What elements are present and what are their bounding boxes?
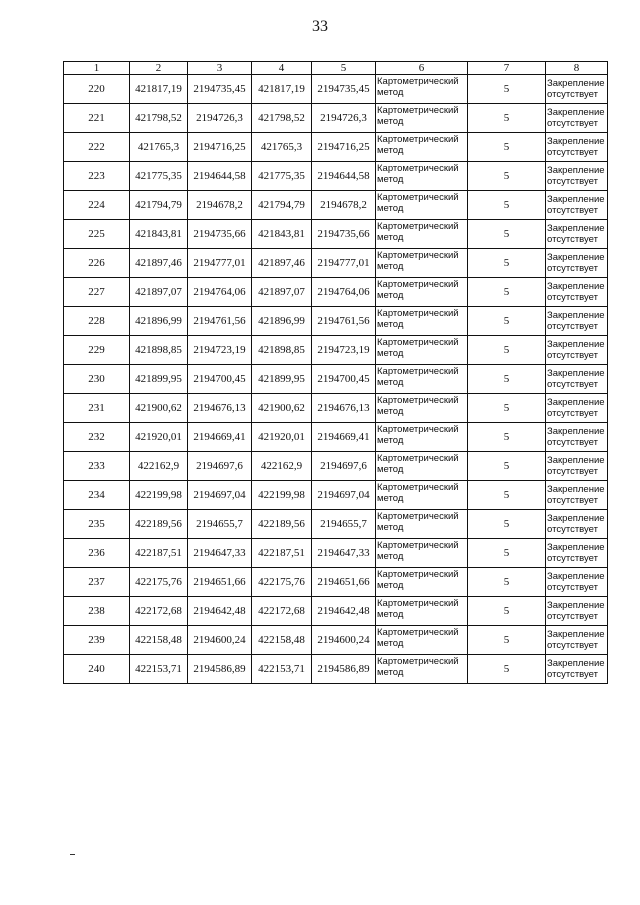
x-coordinate-cell: 421897,07 — [130, 278, 188, 307]
table-row — [64, 75, 608, 104]
accuracy-cell: 5 — [468, 539, 546, 568]
table-row — [64, 568, 608, 597]
y-coordinate-cell: 2194777,01 — [312, 249, 376, 278]
x-coordinate-cell: 421775,35 — [130, 162, 188, 191]
accuracy-cell: 5 — [468, 220, 546, 249]
method-cell: Картометрический метод — [376, 539, 468, 568]
x-coordinate-cell: 422153,71 — [252, 655, 312, 684]
accuracy-cell: 5 — [468, 104, 546, 133]
y-coordinate-cell: 2194669,41 — [188, 423, 252, 452]
x-coordinate-cell: 421817,19 — [252, 75, 312, 104]
x-coordinate-cell: 421798,52 — [252, 104, 312, 133]
fixation-cell: Закрепление отсутствует — [546, 481, 608, 510]
point-number-cell: 239 — [64, 626, 130, 655]
column-header: 7 — [468, 62, 546, 75]
y-coordinate-cell: 2194676,13 — [312, 394, 376, 423]
x-coordinate-cell: 421897,46 — [252, 249, 312, 278]
x-coordinate-cell: 421765,3 — [252, 133, 312, 162]
table-row — [64, 220, 608, 249]
table-row — [64, 278, 608, 307]
accuracy-cell: 5 — [468, 452, 546, 481]
method-cell: Картометрический метод — [376, 655, 468, 684]
accuracy-cell: 5 — [468, 394, 546, 423]
accuracy-cell: 5 — [468, 249, 546, 278]
point-number-cell: 232 — [64, 423, 130, 452]
y-coordinate-cell: 2194761,56 — [312, 307, 376, 336]
x-coordinate-cell: 421794,79 — [252, 191, 312, 220]
y-coordinate-cell: 2194723,19 — [312, 336, 376, 365]
method-cell: Картометрический метод — [376, 307, 468, 336]
x-coordinate-cell: 421900,62 — [130, 394, 188, 423]
point-number-cell: 222 — [64, 133, 130, 162]
y-coordinate-cell: 2194678,2 — [188, 191, 252, 220]
fixation-cell: Закрепление отсутствует — [546, 191, 608, 220]
fixation-cell: Закрепление отсутствует — [546, 655, 608, 684]
column-header: 1 — [64, 62, 130, 75]
x-coordinate-cell: 422162,9 — [252, 452, 312, 481]
accuracy-cell: 5 — [468, 365, 546, 394]
accuracy-cell: 5 — [468, 510, 546, 539]
y-coordinate-cell: 2194647,33 — [312, 539, 376, 568]
y-coordinate-cell: 2194697,04 — [312, 481, 376, 510]
point-number-cell: 228 — [64, 307, 130, 336]
x-coordinate-cell: 421898,85 — [252, 336, 312, 365]
method-cell: Картометрический метод — [376, 249, 468, 278]
x-coordinate-cell: 421920,01 — [252, 423, 312, 452]
point-number-cell: 221 — [64, 104, 130, 133]
y-coordinate-cell: 2194642,48 — [188, 597, 252, 626]
method-cell: Картометрический метод — [376, 452, 468, 481]
y-coordinate-cell: 2194735,66 — [312, 220, 376, 249]
x-coordinate-cell: 422172,68 — [130, 597, 188, 626]
accuracy-cell: 5 — [468, 655, 546, 684]
method-cell: Картометрический метод — [376, 626, 468, 655]
method-cell: Картометрический метод — [376, 510, 468, 539]
y-coordinate-cell: 2194678,2 — [312, 191, 376, 220]
y-coordinate-cell: 2194586,89 — [312, 655, 376, 684]
method-cell: Картометрический метод — [376, 481, 468, 510]
method-cell: Картометрический метод — [376, 191, 468, 220]
x-coordinate-cell: 421798,52 — [130, 104, 188, 133]
x-coordinate-cell: 422158,48 — [252, 626, 312, 655]
fixation-cell: Закрепление отсутствует — [546, 336, 608, 365]
x-coordinate-cell: 421899,95 — [130, 365, 188, 394]
y-coordinate-cell: 2194697,6 — [188, 452, 252, 481]
y-coordinate-cell: 2194761,56 — [188, 307, 252, 336]
accuracy-cell: 5 — [468, 162, 546, 191]
point-number-cell: 225 — [64, 220, 130, 249]
table-header-row — [64, 62, 608, 75]
x-coordinate-cell: 421896,99 — [252, 307, 312, 336]
x-coordinate-cell: 421843,81 — [130, 220, 188, 249]
y-coordinate-cell: 2194716,25 — [312, 133, 376, 162]
table-row — [64, 510, 608, 539]
x-coordinate-cell: 422189,56 — [130, 510, 188, 539]
method-cell: Картометрический метод — [376, 365, 468, 394]
x-coordinate-cell: 421897,46 — [130, 249, 188, 278]
y-coordinate-cell: 2194700,45 — [312, 365, 376, 394]
table-row — [64, 423, 608, 452]
x-coordinate-cell: 421900,62 — [252, 394, 312, 423]
x-coordinate-cell: 422158,48 — [130, 626, 188, 655]
coordinates-table — [63, 61, 608, 684]
accuracy-cell: 5 — [468, 423, 546, 452]
fixation-cell: Закрепление отсутствует — [546, 597, 608, 626]
table-row — [64, 481, 608, 510]
y-coordinate-cell: 2194644,58 — [188, 162, 252, 191]
column-header: 5 — [312, 62, 376, 75]
table-row — [64, 104, 608, 133]
page-number: 33 — [312, 18, 328, 35]
point-number-cell: 231 — [64, 394, 130, 423]
y-coordinate-cell: 2194764,06 — [312, 278, 376, 307]
point-number-cell: 227 — [64, 278, 130, 307]
x-coordinate-cell: 421899,95 — [252, 365, 312, 394]
point-number-cell: 220 — [64, 75, 130, 104]
y-coordinate-cell: 2194669,41 — [312, 423, 376, 452]
x-coordinate-cell: 421920,01 — [130, 423, 188, 452]
fixation-cell: Закрепление отсутствует — [546, 539, 608, 568]
table-row — [64, 597, 608, 626]
accuracy-cell: 5 — [468, 75, 546, 104]
table-row — [64, 365, 608, 394]
x-coordinate-cell: 422175,76 — [130, 568, 188, 597]
point-number-cell: 223 — [64, 162, 130, 191]
y-coordinate-cell: 2194655,7 — [188, 510, 252, 539]
y-coordinate-cell: 2194651,66 — [188, 568, 252, 597]
x-coordinate-cell: 421765,3 — [130, 133, 188, 162]
method-cell: Картометрический метод — [376, 597, 468, 626]
x-coordinate-cell: 422189,56 — [252, 510, 312, 539]
y-coordinate-cell: 2194764,06 — [188, 278, 252, 307]
fixation-cell: Закрепление отсутствует — [546, 162, 608, 191]
fixation-cell: Закрепление отсутствует — [546, 394, 608, 423]
y-coordinate-cell: 2194700,45 — [188, 365, 252, 394]
table-row — [64, 655, 608, 684]
x-coordinate-cell: 422153,71 — [130, 655, 188, 684]
x-coordinate-cell: 422175,76 — [252, 568, 312, 597]
point-number-cell: 224 — [64, 191, 130, 220]
method-cell: Картометрический метод — [376, 568, 468, 597]
y-coordinate-cell: 2194716,25 — [188, 133, 252, 162]
x-coordinate-cell: 422162,9 — [130, 452, 188, 481]
point-number-cell: 233 — [64, 452, 130, 481]
fixation-cell: Закрепление отсутствует — [546, 423, 608, 452]
method-cell: Картометрический метод — [376, 133, 468, 162]
x-coordinate-cell: 421843,81 — [252, 220, 312, 249]
accuracy-cell: 5 — [468, 278, 546, 307]
table-row — [64, 162, 608, 191]
method-cell: Картометрический метод — [376, 394, 468, 423]
point-number-cell: 235 — [64, 510, 130, 539]
point-number-cell: 229 — [64, 336, 130, 365]
y-coordinate-cell: 2194726,3 — [312, 104, 376, 133]
fixation-cell: Закрепление отсутствует — [546, 307, 608, 336]
x-coordinate-cell: 421775,35 — [252, 162, 312, 191]
column-header: 6 — [376, 62, 468, 75]
method-cell: Картометрический метод — [376, 162, 468, 191]
y-coordinate-cell: 2194676,13 — [188, 394, 252, 423]
fixation-cell: Закрепление отсутствует — [546, 220, 608, 249]
table-row — [64, 336, 608, 365]
fixation-cell: Закрепление отсутствует — [546, 133, 608, 162]
accuracy-cell: 5 — [468, 597, 546, 626]
table-row — [64, 394, 608, 423]
table-body — [64, 75, 608, 684]
page-mark — [70, 854, 75, 855]
y-coordinate-cell: 2194697,04 — [188, 481, 252, 510]
x-coordinate-cell: 421794,79 — [130, 191, 188, 220]
y-coordinate-cell: 2194647,33 — [188, 539, 252, 568]
y-coordinate-cell: 2194723,19 — [188, 336, 252, 365]
column-header: 3 — [188, 62, 252, 75]
table-row — [64, 133, 608, 162]
method-cell: Картометрический метод — [376, 104, 468, 133]
column-header: 4 — [252, 62, 312, 75]
x-coordinate-cell: 421898,85 — [130, 336, 188, 365]
accuracy-cell: 5 — [468, 133, 546, 162]
accuracy-cell: 5 — [468, 336, 546, 365]
fixation-cell: Закрепление отсутствует — [546, 278, 608, 307]
x-coordinate-cell: 422172,68 — [252, 597, 312, 626]
y-coordinate-cell: 2194697,6 — [312, 452, 376, 481]
fixation-cell: Закрепление отсутствует — [546, 568, 608, 597]
point-number-cell: 237 — [64, 568, 130, 597]
y-coordinate-cell: 2194726,3 — [188, 104, 252, 133]
y-coordinate-cell: 2194655,7 — [312, 510, 376, 539]
table-row — [64, 307, 608, 336]
y-coordinate-cell: 2194644,58 — [312, 162, 376, 191]
point-number-cell: 236 — [64, 539, 130, 568]
fixation-cell: Закрепление отсутствует — [546, 75, 608, 104]
x-coordinate-cell: 421897,07 — [252, 278, 312, 307]
table-row — [64, 191, 608, 220]
x-coordinate-cell: 421817,19 — [130, 75, 188, 104]
accuracy-cell: 5 — [468, 481, 546, 510]
accuracy-cell: 5 — [468, 191, 546, 220]
table-row — [64, 249, 608, 278]
method-cell: Картометрический метод — [376, 336, 468, 365]
table-row — [64, 452, 608, 481]
point-number-cell: 234 — [64, 481, 130, 510]
x-coordinate-cell: 422199,98 — [130, 481, 188, 510]
y-coordinate-cell: 2194777,01 — [188, 249, 252, 278]
y-coordinate-cell: 2194735,45 — [312, 75, 376, 104]
method-cell: Картометрический метод — [376, 220, 468, 249]
table-row — [64, 539, 608, 568]
point-number-cell: 230 — [64, 365, 130, 394]
y-coordinate-cell: 2194642,48 — [312, 597, 376, 626]
point-number-cell: 238 — [64, 597, 130, 626]
column-header: 8 — [546, 62, 608, 75]
x-coordinate-cell: 421896,99 — [130, 307, 188, 336]
table-row — [64, 626, 608, 655]
method-cell: Картометрический метод — [376, 278, 468, 307]
x-coordinate-cell: 422199,98 — [252, 481, 312, 510]
accuracy-cell: 5 — [468, 626, 546, 655]
fixation-cell: Закрепление отсутствует — [546, 249, 608, 278]
point-number-cell: 240 — [64, 655, 130, 684]
y-coordinate-cell: 2194586,89 — [188, 655, 252, 684]
y-coordinate-cell: 2194600,24 — [312, 626, 376, 655]
y-coordinate-cell: 2194735,66 — [188, 220, 252, 249]
point-number-cell: 226 — [64, 249, 130, 278]
method-cell: Картометрический метод — [376, 423, 468, 452]
y-coordinate-cell: 2194735,45 — [188, 75, 252, 104]
fixation-cell: Закрепление отсутствует — [546, 626, 608, 655]
fixation-cell: Закрепление отсутствует — [546, 510, 608, 539]
accuracy-cell: 5 — [468, 568, 546, 597]
y-coordinate-cell: 2194600,24 — [188, 626, 252, 655]
accuracy-cell: 5 — [468, 307, 546, 336]
y-coordinate-cell: 2194651,66 — [312, 568, 376, 597]
method-cell: Картометрический метод — [376, 75, 468, 104]
x-coordinate-cell: 422187,51 — [130, 539, 188, 568]
fixation-cell: Закрепление отсутствует — [546, 452, 608, 481]
column-header: 2 — [130, 62, 188, 75]
fixation-cell: Закрепление отсутствует — [546, 104, 608, 133]
fixation-cell: Закрепление отсутствует — [546, 365, 608, 394]
x-coordinate-cell: 422187,51 — [252, 539, 312, 568]
